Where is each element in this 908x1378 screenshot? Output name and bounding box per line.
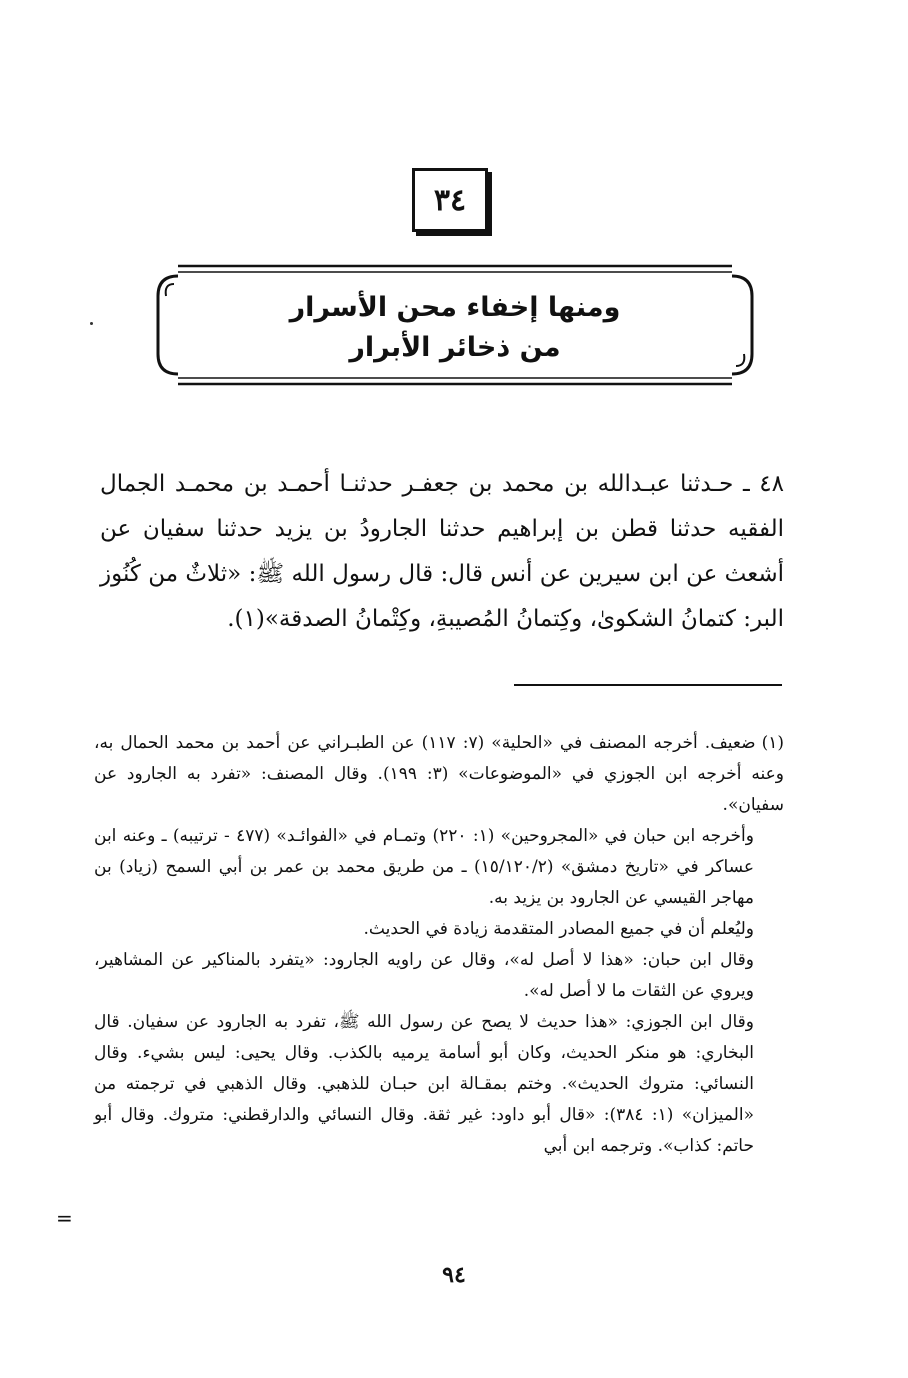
chapter-title [150,288,760,368]
chapter-number-box [412,168,488,232]
footnote-paragraph: وأخرجه ابن حبان في «المجروحين» (١: ٢٢٠) وتمـام في «الفوائـد» (٤٧٧ - ترتيبه) ـ وعنه ابن عساكر في «تاريخ دمشق» (١٥/١٢٠/٢) ـ من طريق محمد بن عمر بن أبي السمح (زياد) بن مهاجر القيسي عن الجارود بن يزيد به. [94,826,755,908]
continuation-mark: = [56,1206,73,1230]
footnote-paragraph: وقال ابن حبان: «هذا لا أصل له»، وقال عن راويه الجارود: «يتفرد بالمناكير عن المشاهير، ويروي عن الثقات ما لا أصل له». [94,950,754,1001]
chapter-title-line-2: من ذخائر الأبرار [349,332,561,363]
scan-speck [90,322,93,325]
footnotes [94,728,784,1162]
hadith-text: ٤٨ ـ حـدثنا عبـدالله بن محمد بن جعفـر حدثنـا أحمـد بن محمـد الجمال الفقيه حدثنا قطن بن إبراهيم حدثنا الجارودُ بن يزيد حدثنا سفيان عن أشعث عن ابن سيرين عن أنس قال: قال رسول الله ﷺ: «ثلاثٌ من كُنُوز البر: كتمانُ الشكوىٰ، وكِتمانُ المُصيبةِ، وكِتْمانُ الصدقة»(١). [100,471,784,632]
chapter-title-line-1: ومنها إخفاء محن الأسرار [289,292,621,323]
footnote-paragraph [94,728,784,821]
chapter-number: ٣٤ [433,182,467,218]
footnote-number: (١) [761,733,784,753]
page-number: ٩٤ [442,1262,466,1288]
chapter-title-frame [150,262,760,388]
footnote-text: ضعيف. أخرجه المصنف في «الحلية» (٧: ١١٧) عن الطبـراني عن أحمد بن محمد الحمال به، وعنه أخرجه ابن الجوزي في «الموضوعات» (٣: ١٩٩). وقال المصنف: «تفرد به الجارود عن سفيان». [94,733,784,815]
footnote-paragraph: وليُعلم أن في جميع المصادر المتقدمة زيادة في الحديث. [363,919,754,939]
footnote-paragraph: وقال ابن الجوزي: «هذا حديث لا يصح عن رسول الله ﷺ، تفرد به الجارود عن سفيان. قال البخاري: هو منكر الحديث، وكان أبو أسامة يرميه بالكذب. وقال يحيى: ليس بشيء. وقال النسائي: متروك الحديث». وختم بمقـالة ابن حبـان للذهبي. وقال الذهبي في ترجمته من «الميزان» (١: ٣٨٤): «قال أبو داود: غير ثقة. وقال النسائي والدارقطني: متروك. وقال أبو حاتم: كذاب». وترجمه ابن أبي [94,1012,754,1156]
footnote-separator [514,684,782,686]
